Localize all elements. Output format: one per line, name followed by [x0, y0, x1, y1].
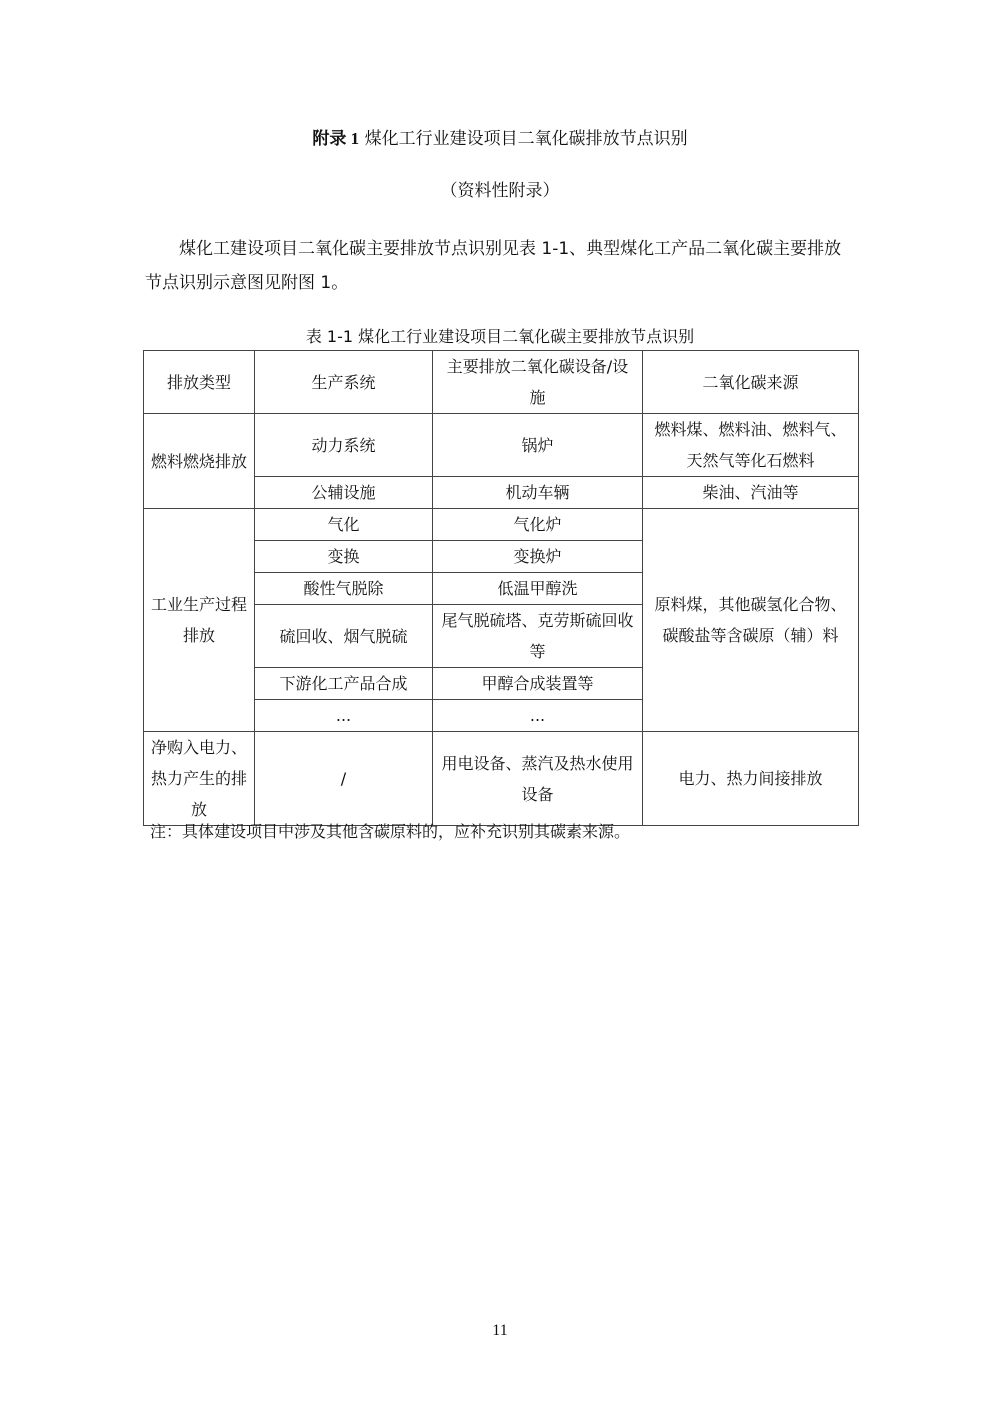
equipment-cell: 低温甲醇洗 [433, 573, 643, 605]
equipment-cell: 变换炉 [433, 541, 643, 573]
table-row [144, 414, 859, 477]
emission-type-industrial-process: 工业生产过程排放 [144, 509, 255, 732]
system-cell: 公辅设施 [255, 477, 433, 509]
system-cell: 动力系统 [255, 414, 433, 477]
system-cell: ... [255, 700, 433, 732]
source-cell: 燃料煤、燃料油、燃料气、天然气等化石燃料 [643, 414, 859, 477]
appendix-title [0, 126, 1000, 152]
page-number: 11 [492, 1322, 508, 1339]
system-cell: 下游化工产品合成 [255, 668, 433, 700]
system-cell: 变换 [255, 541, 433, 573]
table-row [144, 509, 859, 541]
appendix-subtitle: （资料性附录） [440, 181, 560, 201]
equipment-cell: 气化炉 [433, 509, 643, 541]
system-cell: 硫回收、烟气脱硫 [255, 605, 433, 668]
header-cell-production-system: 生产系统 [255, 351, 433, 414]
header-cell-emission-type: 排放类型 [144, 351, 255, 414]
table-row [144, 732, 859, 826]
source-cell-industrial-process: 原料煤，其他碳氢化合物、碳酸盐等含碳原（辅）料 [643, 509, 859, 732]
appendix-label: 附录 1 [312, 129, 360, 148]
equipment-cell: 甲醇合成装置等 [433, 668, 643, 700]
header-cell-equipment: 主要排放二氧化碳设备/设施 [433, 351, 643, 414]
equipment-cell: 尾气脱硫塔、克劳斯硫回收等 [433, 605, 643, 668]
header-cell-co2-source: 二氧化碳来源 [643, 351, 859, 414]
equipment-cell: 机动车辆 [433, 477, 643, 509]
table-note: 注：具体建设项目中涉及其他含碳原料的，应补充识别其碳素来源。 [150, 822, 631, 841]
equipment-cell: 用电设备、蒸汽及热水使用设备 [433, 732, 643, 826]
system-cell: 气化 [255, 509, 433, 541]
source-cell: 柴油、汽油等 [643, 477, 859, 509]
emission-type-fuel-combustion: 燃料燃烧排放 [144, 414, 255, 509]
table-header-row [144, 351, 859, 414]
table-caption: 表 1-1 煤化工行业建设项目二氧化碳主要排放节点识别 [305, 327, 695, 346]
emission-type-purchased-power-heat: 净购入电力、热力产生的排放 [144, 732, 255, 826]
equipment-cell: 锅炉 [433, 414, 643, 477]
equipment-cell: ... [433, 700, 643, 732]
system-cell: 酸性气脱除 [255, 573, 433, 605]
emission-nodes-table [143, 350, 859, 826]
source-cell: 电力、热力间接排放 [643, 732, 859, 826]
system-cell: / [255, 732, 433, 826]
intro-paragraph: 煤化工建设项目二氧化碳主要排放节点识别见表 1-1、典型煤化工产品二氧化碳主要排放节点识别示意图见附图 1。 [145, 239, 842, 293]
appendix-title-text: 煤化工行业建设项目二氧化碳排放节点识别 [364, 129, 688, 149]
